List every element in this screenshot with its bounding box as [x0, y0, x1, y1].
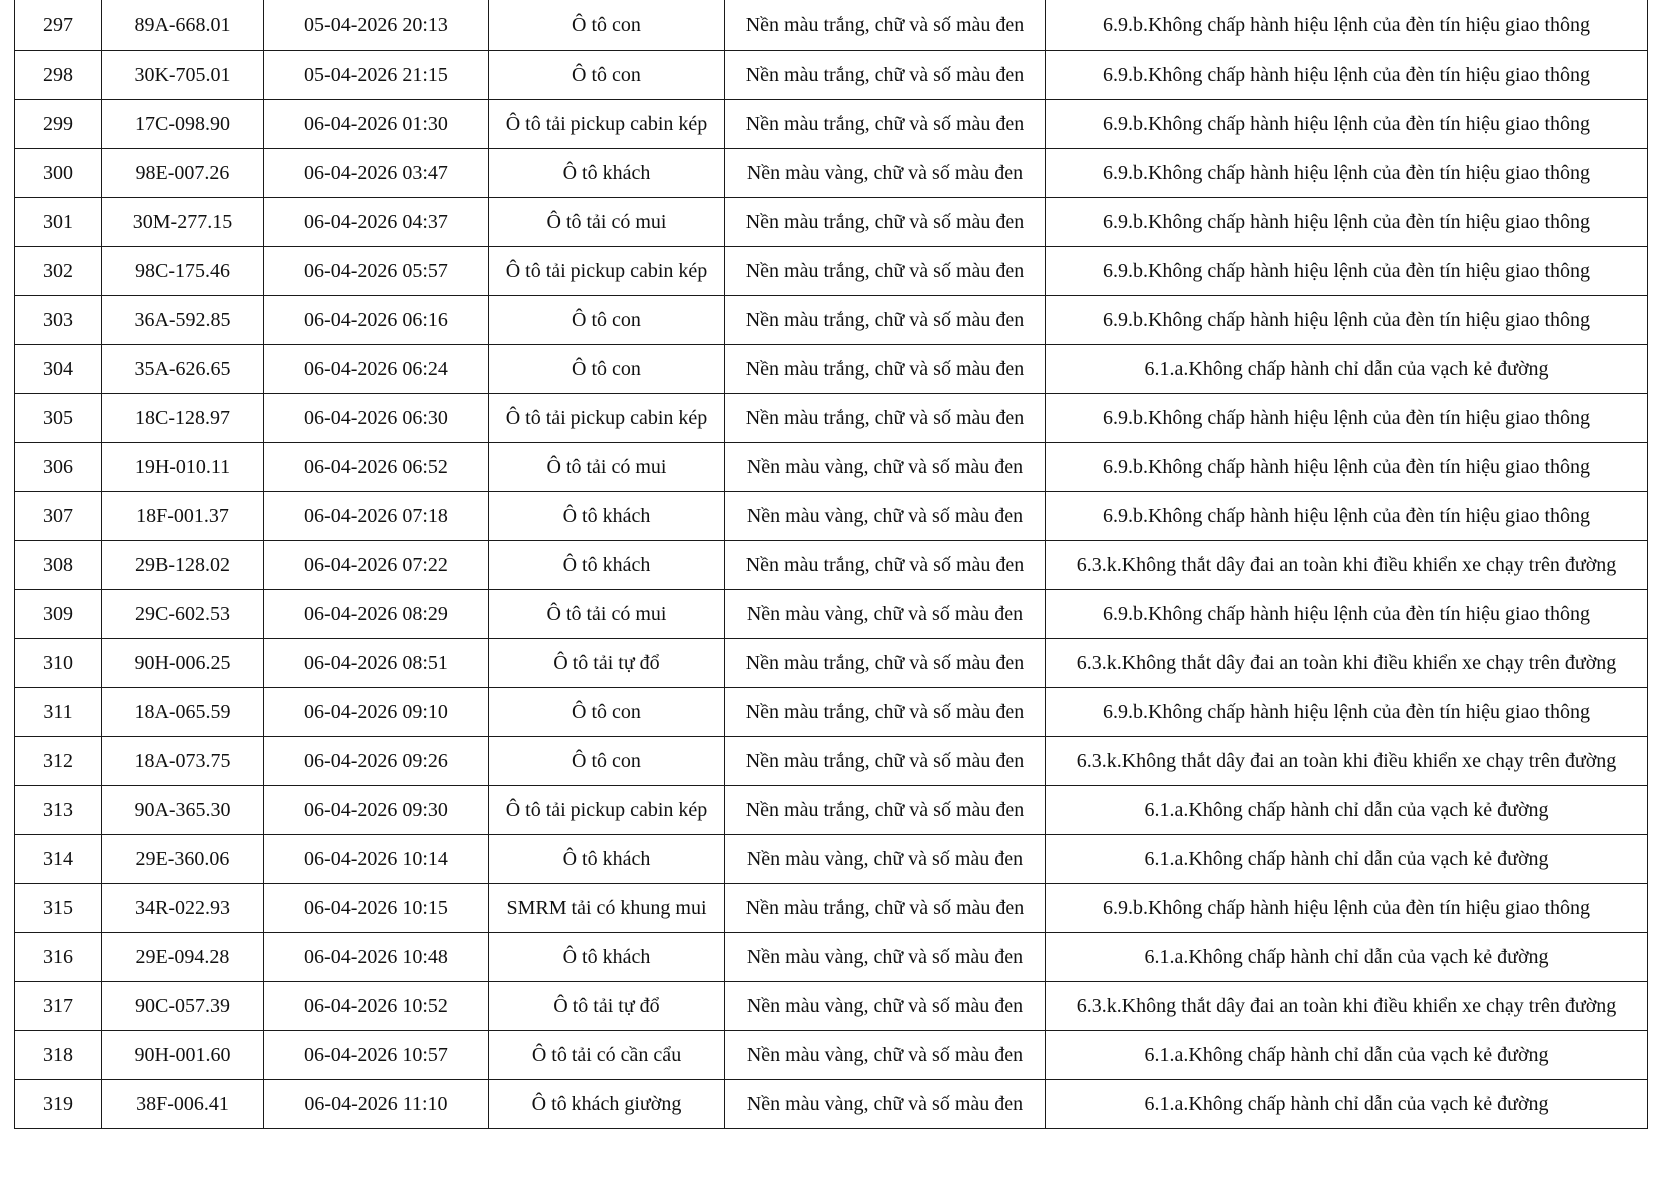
- cell-time: 05-04-2026 21:15: [264, 51, 489, 100]
- table-row: [15, 149, 1648, 198]
- table-row: [15, 345, 1648, 394]
- cell-violation: 6.9.b.Không chấp hành hiệu lệnh của đèn tín hiệu giao thông: [1046, 590, 1648, 639]
- cell-plate: 90H-001.60: [102, 1031, 264, 1080]
- cell-plate-color: Nền màu vàng, chữ và số màu đen: [725, 1080, 1046, 1129]
- cell-plate-color: Nền màu trắng, chữ và số màu đen: [725, 198, 1046, 247]
- cell-plate: 98C-175.46: [102, 247, 264, 296]
- violation-table-body: [15, 0, 1648, 1129]
- cell-vehicle-type: SMRM tải có khung mui: [489, 884, 725, 933]
- cell-plate-color: Nền màu trắng, chữ và số màu đen: [725, 0, 1046, 51]
- table-row: [15, 835, 1648, 884]
- cell-stt: 309: [15, 590, 102, 639]
- cell-violation: 6.9.b.Không chấp hành hiệu lệnh của đèn tín hiệu giao thông: [1046, 394, 1648, 443]
- cell-time: 06-04-2026 10:57: [264, 1031, 489, 1080]
- cell-plate-color: Nền màu vàng, chữ và số màu đen: [725, 1031, 1046, 1080]
- cell-violation: 6.9.b.Không chấp hành hiệu lệnh của đèn tín hiệu giao thông: [1046, 51, 1648, 100]
- table-row: [15, 688, 1648, 737]
- cell-time: 06-04-2026 11:10: [264, 1080, 489, 1129]
- cell-violation: 6.1.a.Không chấp hành chỉ dẫn của vạch kẻ đường: [1046, 786, 1648, 835]
- cell-stt: 302: [15, 247, 102, 296]
- cell-time: 06-04-2026 10:52: [264, 982, 489, 1031]
- cell-violation: 6.1.a.Không chấp hành chỉ dẫn của vạch kẻ đường: [1046, 1080, 1648, 1129]
- cell-stt: 319: [15, 1080, 102, 1129]
- cell-vehicle-type: Ô tô khách giường: [489, 1080, 725, 1129]
- table-row: [15, 884, 1648, 933]
- cell-stt: 304: [15, 345, 102, 394]
- cell-vehicle-type: Ô tô khách: [489, 541, 725, 590]
- table-row: [15, 786, 1648, 835]
- cell-violation: 6.9.b.Không chấp hành hiệu lệnh của đèn tín hiệu giao thông: [1046, 443, 1648, 492]
- cell-violation: 6.9.b.Không chấp hành hiệu lệnh của đèn tín hiệu giao thông: [1046, 198, 1648, 247]
- table-row: [15, 296, 1648, 345]
- cell-time: 06-04-2026 08:51: [264, 639, 489, 688]
- cell-plate: 30M-277.15: [102, 198, 264, 247]
- cell-plate: 89A-668.01: [102, 0, 264, 51]
- table-row: [15, 394, 1648, 443]
- cell-violation: 6.9.b.Không chấp hành hiệu lệnh của đèn tín hiệu giao thông: [1046, 100, 1648, 149]
- cell-plate: 38F-006.41: [102, 1080, 264, 1129]
- cell-plate-color: Nền màu trắng, chữ và số màu đen: [725, 394, 1046, 443]
- cell-vehicle-type: Ô tô con: [489, 51, 725, 100]
- cell-plate-color: Nền màu trắng, chữ và số màu đen: [725, 737, 1046, 786]
- cell-vehicle-type: Ô tô khách: [489, 835, 725, 884]
- table-row: [15, 100, 1648, 149]
- cell-plate: 34R-022.93: [102, 884, 264, 933]
- cell-time: 06-04-2026 05:57: [264, 247, 489, 296]
- cell-plate-color: Nền màu trắng, chữ và số màu đen: [725, 296, 1046, 345]
- cell-stt: 312: [15, 737, 102, 786]
- table-row: [15, 443, 1648, 492]
- table-row: [15, 1080, 1648, 1129]
- cell-vehicle-type: Ô tô tải có mui: [489, 443, 725, 492]
- cell-time: 06-04-2026 09:10: [264, 688, 489, 737]
- table-row: [15, 198, 1648, 247]
- cell-plate-color: Nền màu trắng, chữ và số màu đen: [725, 247, 1046, 296]
- cell-stt: 307: [15, 492, 102, 541]
- cell-violation: 6.9.b.Không chấp hành hiệu lệnh của đèn tín hiệu giao thông: [1046, 0, 1648, 51]
- cell-vehicle-type: Ô tô khách: [489, 933, 725, 982]
- cell-time: 06-04-2026 10:15: [264, 884, 489, 933]
- cell-stt: 315: [15, 884, 102, 933]
- violation-list-sheet: [14, 0, 1647, 1129]
- cell-time: 06-04-2026 06:16: [264, 296, 489, 345]
- table-row: [15, 541, 1648, 590]
- violation-table: [14, 0, 1648, 1129]
- cell-plate-color: Nền màu vàng, chữ và số màu đen: [725, 149, 1046, 198]
- cell-time: 06-04-2026 03:47: [264, 149, 489, 198]
- cell-plate-color: Nền màu vàng, chữ và số màu đen: [725, 492, 1046, 541]
- cell-vehicle-type: Ô tô tải có cần cẩu: [489, 1031, 725, 1080]
- cell-time: 05-04-2026 20:13: [264, 0, 489, 51]
- cell-vehicle-type: Ô tô tải pickup cabin kép: [489, 247, 725, 296]
- cell-plate: 98E-007.26: [102, 149, 264, 198]
- cell-plate-color: Nền màu trắng, chữ và số màu đen: [725, 51, 1046, 100]
- cell-vehicle-type: Ô tô tải pickup cabin kép: [489, 786, 725, 835]
- table-row: [15, 737, 1648, 786]
- table-row: [15, 982, 1648, 1031]
- cell-violation: 6.1.a.Không chấp hành chỉ dẫn của vạch kẻ đường: [1046, 1031, 1648, 1080]
- cell-vehicle-type: Ô tô tải tự đổ: [489, 639, 725, 688]
- cell-time: 06-04-2026 07:22: [264, 541, 489, 590]
- cell-time: 06-04-2026 10:48: [264, 933, 489, 982]
- cell-violation: 6.1.a.Không chấp hành chỉ dẫn của vạch kẻ đường: [1046, 933, 1648, 982]
- cell-plate: 29B-128.02: [102, 541, 264, 590]
- cell-time: 06-04-2026 07:18: [264, 492, 489, 541]
- cell-plate: 90H-006.25: [102, 639, 264, 688]
- cell-plate-color: Nền màu trắng, chữ và số màu đen: [725, 786, 1046, 835]
- cell-stt: 301: [15, 198, 102, 247]
- cell-vehicle-type: Ô tô con: [489, 0, 725, 51]
- cell-violation: 6.3.k.Không thắt dây đai an toàn khi điều khiển xe chạy trên đường: [1046, 982, 1648, 1031]
- table-row: [15, 639, 1648, 688]
- cell-stt: 311: [15, 688, 102, 737]
- cell-stt: 316: [15, 933, 102, 982]
- cell-plate-color: Nền màu vàng, chữ và số màu đen: [725, 443, 1046, 492]
- cell-vehicle-type: Ô tô tải tự đổ: [489, 982, 725, 1031]
- table-row: [15, 590, 1648, 639]
- cell-plate-color: Nền màu trắng, chữ và số màu đen: [725, 100, 1046, 149]
- cell-stt: 299: [15, 100, 102, 149]
- cell-stt: 310: [15, 639, 102, 688]
- cell-violation: 6.3.k.Không thắt dây đai an toàn khi điều khiển xe chạy trên đường: [1046, 737, 1648, 786]
- cell-stt: 318: [15, 1031, 102, 1080]
- cell-plate: 18A-065.59: [102, 688, 264, 737]
- cell-time: 06-04-2026 10:14: [264, 835, 489, 884]
- cell-plate-color: Nền màu vàng, chữ và số màu đen: [725, 933, 1046, 982]
- cell-plate: 18F-001.37: [102, 492, 264, 541]
- cell-vehicle-type: Ô tô tải pickup cabin kép: [489, 394, 725, 443]
- cell-stt: 297: [15, 0, 102, 51]
- table-row: [15, 247, 1648, 296]
- cell-plate: 35A-626.65: [102, 345, 264, 394]
- cell-plate: 90A-365.30: [102, 786, 264, 835]
- cell-violation: 6.3.k.Không thắt dây đai an toàn khi điều khiển xe chạy trên đường: [1046, 541, 1648, 590]
- cell-plate: 17C-098.90: [102, 100, 264, 149]
- table-row: [15, 1031, 1648, 1080]
- cell-stt: 298: [15, 51, 102, 100]
- cell-violation: 6.9.b.Không chấp hành hiệu lệnh của đèn tín hiệu giao thông: [1046, 688, 1648, 737]
- cell-stt: 306: [15, 443, 102, 492]
- cell-plate-color: Nền màu trắng, chữ và số màu đen: [725, 639, 1046, 688]
- cell-violation: 6.3.k.Không thắt dây đai an toàn khi điều khiển xe chạy trên đường: [1046, 639, 1648, 688]
- cell-plate-color: Nền màu vàng, chữ và số màu đen: [725, 835, 1046, 884]
- table-row: [15, 0, 1648, 51]
- cell-plate: 19H-010.11: [102, 443, 264, 492]
- cell-stt: 314: [15, 835, 102, 884]
- cell-vehicle-type: Ô tô tải có mui: [489, 590, 725, 639]
- cell-vehicle-type: Ô tô tải có mui: [489, 198, 725, 247]
- cell-plate: 29C-602.53: [102, 590, 264, 639]
- cell-plate-color: Nền màu trắng, chữ và số màu đen: [725, 541, 1046, 590]
- cell-stt: 317: [15, 982, 102, 1031]
- table-row: [15, 492, 1648, 541]
- cell-stt: 313: [15, 786, 102, 835]
- cell-violation: 6.1.a.Không chấp hành chỉ dẫn của vạch kẻ đường: [1046, 835, 1648, 884]
- cell-time: 06-04-2026 06:24: [264, 345, 489, 394]
- cell-plate: 29E-094.28: [102, 933, 264, 982]
- cell-plate: 29E-360.06: [102, 835, 264, 884]
- cell-plate: 90C-057.39: [102, 982, 264, 1031]
- cell-plate: 18C-128.97: [102, 394, 264, 443]
- cell-vehicle-type: Ô tô khách: [489, 492, 725, 541]
- cell-plate-color: Nền màu trắng, chữ và số màu đen: [725, 884, 1046, 933]
- cell-vehicle-type: Ô tô con: [489, 296, 725, 345]
- cell-violation: 6.9.b.Không chấp hành hiệu lệnh của đèn tín hiệu giao thông: [1046, 492, 1648, 541]
- cell-vehicle-type: Ô tô con: [489, 345, 725, 394]
- cell-time: 06-04-2026 06:30: [264, 394, 489, 443]
- cell-vehicle-type: Ô tô con: [489, 737, 725, 786]
- cell-plate-color: Nền màu trắng, chữ và số màu đen: [725, 688, 1046, 737]
- cell-stt: 305: [15, 394, 102, 443]
- cell-plate-color: Nền màu vàng, chữ và số màu đen: [725, 982, 1046, 1031]
- cell-time: 06-04-2026 06:52: [264, 443, 489, 492]
- cell-stt: 308: [15, 541, 102, 590]
- cell-stt: 303: [15, 296, 102, 345]
- cell-vehicle-type: Ô tô con: [489, 688, 725, 737]
- cell-plate-color: Nền màu trắng, chữ và số màu đen: [725, 345, 1046, 394]
- cell-time: 06-04-2026 09:26: [264, 737, 489, 786]
- cell-time: 06-04-2026 01:30: [264, 100, 489, 149]
- cell-time: 06-04-2026 08:29: [264, 590, 489, 639]
- cell-vehicle-type: Ô tô khách: [489, 149, 725, 198]
- cell-plate: 30K-705.01: [102, 51, 264, 100]
- cell-violation: 6.9.b.Không chấp hành hiệu lệnh của đèn tín hiệu giao thông: [1046, 296, 1648, 345]
- cell-violation: 6.9.b.Không chấp hành hiệu lệnh của đèn tín hiệu giao thông: [1046, 149, 1648, 198]
- table-row: [15, 933, 1648, 982]
- cell-vehicle-type: Ô tô tải pickup cabin kép: [489, 100, 725, 149]
- cell-stt: 300: [15, 149, 102, 198]
- cell-time: 06-04-2026 09:30: [264, 786, 489, 835]
- cell-violation: 6.9.b.Không chấp hành hiệu lệnh của đèn tín hiệu giao thông: [1046, 884, 1648, 933]
- cell-plate: 36A-592.85: [102, 296, 264, 345]
- cell-time: 06-04-2026 04:37: [264, 198, 489, 247]
- cell-violation: 6.1.a.Không chấp hành chỉ dẫn của vạch kẻ đường: [1046, 345, 1648, 394]
- cell-plate-color: Nền màu vàng, chữ và số màu đen: [725, 590, 1046, 639]
- cell-plate: 18A-073.75: [102, 737, 264, 786]
- cell-violation: 6.9.b.Không chấp hành hiệu lệnh của đèn tín hiệu giao thông: [1046, 247, 1648, 296]
- table-row: [15, 51, 1648, 100]
